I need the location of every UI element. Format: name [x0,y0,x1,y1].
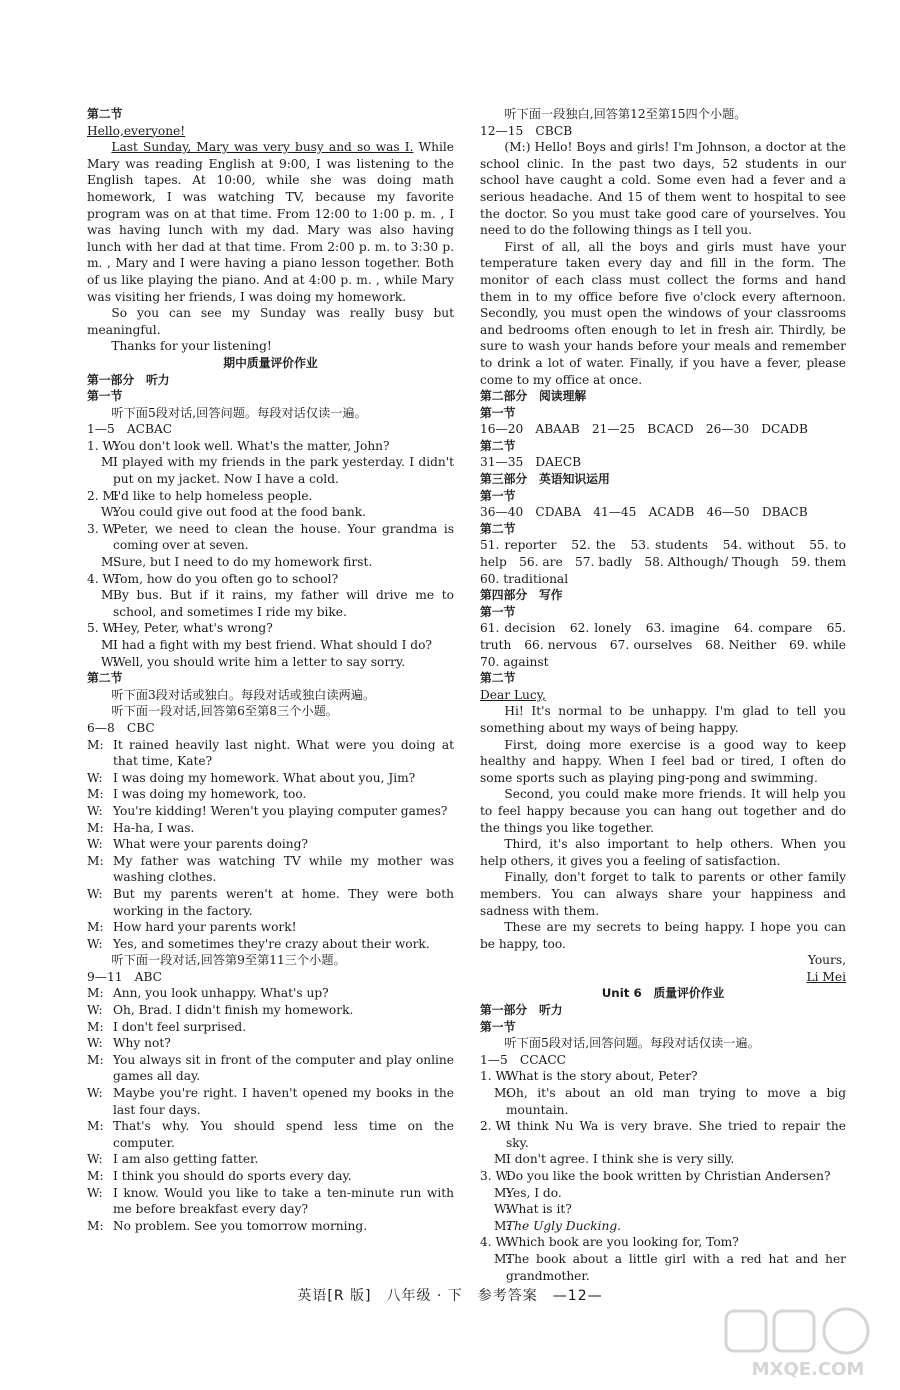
dialogue-line [87,786,454,803]
dialogue-text: Oh, Brad. I didn't finish my homework. [113,1003,354,1018]
section-heading: 第二节 [87,107,123,121]
speaker-label: 5. W: [87,621,119,636]
speaker-label: 2. M: [87,488,120,503]
dialogue-text: Yes, and sometimes they're crazy about their work. [113,936,430,951]
paragraph: Hi! It's normal to be unhappy. I'm glad to tell you something about my ways of being happy. [480,704,846,735]
dialogue-line [87,836,454,853]
dialogue-line [87,1035,454,1052]
dialogue-text: Which book are you looking for, Tom? [506,1235,739,1250]
dialogue-text: What were your parents doing? [113,837,308,852]
dialogue-line [480,1068,846,1085]
dialogue-line [480,1251,846,1284]
salutation-text: Dear Lucy, [480,687,546,702]
paragraph: First, doing more exercise is a good way to keep healthy and happy. When I feel bad or tired, I often do some sports such as playing ping-pong and swimming. [480,737,846,785]
dialogue-text: My father was watching TV while my mother was washing clothes. [113,853,454,885]
section-heading: 第三部分 英语知识运用 [480,472,610,487]
dialogue-text: I'd like to help homeless people. [113,488,313,503]
dialogue-line [87,438,454,455]
svg-text:MXQE.COM: MXQE.COM [751,1359,865,1380]
speaker-label: W: [87,837,103,852]
dialogue-text: No problem. See you tomorrow morning. [113,1218,368,1233]
dialogue-text: I was doing my homework. What about you, Jim? [113,770,416,785]
section-heading: 第二节 [87,671,123,686]
dialogue-text: I think you should do sports every day. [113,1169,352,1183]
paragraph: These are my secrets to being happy. I hope you can be happy, too. [480,920,846,951]
dialogue-text: Ha-ha, I was. [113,820,195,835]
speaker-label: M: [101,588,118,603]
speaker-label: M: [101,638,118,652]
dialogue-line [87,488,454,505]
dialogue-line [480,1151,846,1168]
paragraph-text: While Mary was reading English at 9:00, I was listening to the English tapes. At 10:00, while she was doing math homework, I was watching TV, because my favorite program was on at that time. From 12:00 to 1:00 p. m. , I was having lunch with my dad. Mary was also having lunch with her dad at that time. From 2:00 p. m. to 3:30 p. m. , Mary and I were having a piano lesson together. Both of us like playing the piano. And at 4:00 p. m. , while Mary was visiting her friends, I was doing my homework. [87,140,454,304]
section-heading: 第一部分 听力 [87,372,170,387]
section-heading: 第四部分 写作 [480,588,563,603]
dialogue-line [87,985,454,1002]
speaker-label: W: [87,936,103,951]
paragraph: Thanks for your listening! [111,339,272,354]
dialogue-line [87,1052,454,1085]
speaker-label: M: [87,1218,104,1233]
answer-line: 1—5 ACBAC [87,422,173,437]
dialogue-line [87,571,454,588]
speaker-label: M: [494,1185,511,1200]
dialogue-text: Oh, it's about an old man trying to move a big mountain. [506,1086,846,1117]
paragraph: Second, you could make more friends. It will help you to feel happy because you can hang out together and do the things you like together. [480,787,846,835]
dialogue-line [87,737,454,770]
dialogue-line [480,1234,846,1251]
dialogue-line [87,504,454,521]
salutation [87,123,454,140]
dialogue-text: I was doing my homework, too. [113,787,307,802]
dialogue-text: You always sit in front of the computer and play online games all day. [113,1052,454,1084]
dialogue-line [87,521,454,554]
section-heading: 第二节 [480,438,516,453]
salutation-text: Hello,everyone! [87,123,186,138]
paragraph: 听下面一段对话,回答第6至第8三个小题。 [111,704,338,719]
dialogue-text: Maybe you're right. I haven't opened my books in the last four days. [113,1086,454,1117]
dialogue-line [87,1185,454,1218]
dialogue-text: Why not? [113,1036,171,1051]
answer-line: 31—35 DAECB [480,455,582,470]
dialogue-text: Tom, how do you often go to school? [113,571,339,586]
speaker-label: M: [87,820,104,835]
signature-text: Li Mei [806,969,846,984]
dialogue-line [87,820,454,837]
answer-line: 1—5 CCACC [480,1052,566,1067]
speaker-label: 4. W: [87,571,119,586]
speaker-label: M: [494,1251,511,1266]
dialogue-line [87,1218,454,1235]
section-heading: 第一部分 听力 [480,1003,563,1018]
section-heading: 第一节 [87,389,123,404]
dialogue-text: Well, you should write him a letter to say sorry. [113,654,406,669]
dialogue-line [87,886,454,919]
part-title: 期中质量评价作业 [223,355,318,370]
dialogue-line [87,1085,454,1118]
dialogue-text: Ann, you look unhappy. What's up? [113,986,329,1001]
section-heading: 第一节 [480,1019,516,1034]
speaker-label: 1. W: [480,1069,512,1084]
dialogue-text: What is the story about, Peter? [506,1069,698,1084]
right-column [480,106,859,1284]
dialogue-text: That's why. You should spend less time on the computer. [113,1119,454,1150]
page-footer: 英语[R 版] 八年级 · 下 参考答案 —12— [297,1288,603,1304]
answer-line: 12—15 CBCB [480,123,573,138]
underlined-sentence: Last Sunday, Mary was very busy and so was I. [111,140,414,155]
speaker-label: M: [87,1169,104,1183]
speaker-label: W: [87,886,103,901]
closing: Yours, [807,953,846,968]
dialogue-line [87,654,454,671]
dialogue-text: It rained heavily last night. What were you doing at that time, Kate? [113,737,454,769]
left-column [87,106,454,1234]
dialogue-text: I am also getting fatter. [113,1152,259,1167]
speaker-label: W: [87,1152,103,1167]
dialogue-line [87,637,454,654]
dialogue-text: I played with my friends in the park yesterday. I didn't put on my jacket. Now I have a cold. [113,455,454,487]
section-heading: 第二节 [480,671,516,686]
signature [480,969,846,986]
dialogue-text: Peter, we need to clean the house. Your grandma is coming over at seven. [113,521,454,553]
paragraph: 听下面一段独白,回答第12至第15四个小题。 [504,107,747,121]
paragraph: 听下面3段对话或独白。每段对话或独白读两遍。 [111,687,376,702]
dialogue-line [87,1002,454,1019]
section-heading: 第一节 [480,488,516,503]
dialogue-line [480,1218,846,1235]
speaker-label: M: [494,1218,511,1233]
speaker-label: M: [87,853,104,868]
speaker-label: M: [494,1152,511,1167]
dialogue-text: I don't feel surprised. [113,1019,247,1034]
dialogue-line [87,620,454,637]
answer-line: 9—11 ABC [87,969,162,984]
paragraph: First of all, all the boys and girls must have your temperature taken every day and fill in the form. The monitor of each class must collect the forms and hand them in to my office before five o'clock every afternoon. Secondly, you must open the windows of your classrooms and bedrooms often enough to let in fresh air. Thirdly, be sure to wash your hands before your meals and remember to drink a lot of water. Finally, if you have a fever, please come to my office at once. [480,239,846,387]
speaker-label: W: [101,505,117,520]
speaker-label: 1. W: [87,438,119,453]
speaker-label: W: [87,1036,103,1051]
dialogue-text: Yes, I do. [506,1185,562,1200]
speaker-label: W: [87,770,103,785]
paragraph: 听下面5段对话,回答问题。每段对话仅读一遍。 [111,405,367,420]
section-heading: 第二部分 阅读理解 [480,389,587,404]
speaker-label: W: [101,654,117,669]
dialogue-text: Sure, but I need to do my homework first. [113,555,373,570]
dialogue-line [87,1151,454,1168]
dialogue-text: I don't agree. I think she is very silly. [506,1152,735,1167]
speaker-label: M: [87,1019,104,1034]
dialogue-line [87,853,454,886]
speaker-label: M: [87,737,104,752]
salutation [480,687,846,704]
dialogue-line [87,919,454,936]
dialogue-line [87,936,454,953]
speaker-label: M: [87,920,104,935]
dialogue-text: You don't look well. What's the matter, John? [113,438,390,453]
dialogue-line [480,1168,846,1185]
speaker-label: 3. W: [480,1169,512,1183]
dialogue-line [87,1118,454,1151]
speaker-label: M: [87,787,104,802]
paragraph: 听下面5段对话,回答问题。每段对话仅读一遍。 [504,1036,760,1051]
speaker-label: M: [101,455,118,470]
dialogue-line [87,454,454,487]
paragraph: 听下面一段对话,回答第9至第11三个小题。 [111,953,346,968]
paragraph: Third, it's also important to help others. When you help others, it gives you a feeling of satisfaction. [480,837,846,868]
dialogue-line [87,554,454,571]
dialogue-text: But my parents weren't at home. They were both working in the factory. [113,886,454,918]
dialogue-text: You're kidding! Weren't you playing computer games? [113,803,448,818]
section-heading: 第二节 [480,521,516,536]
dialogue-text: You could give out food at the food bank. [113,505,367,520]
dialogue-text: I think Nu Wa is very brave. She tried to repair the sky. [506,1119,846,1150]
dialogue-text: What is it? [506,1202,572,1217]
speaker-label: M: [101,555,118,570]
dialogue-line [87,803,454,820]
speaker-label: M: [87,1119,104,1134]
speaker-label: W: [87,1185,103,1200]
speaker-label: W: [87,1086,103,1101]
section-heading: 第一节 [480,405,516,420]
dialogue-line [480,1185,846,1202]
dialogue-line [87,770,454,787]
speaker-label: M: [87,1052,104,1067]
dialogue-text: I had a fight with my best friend. What should I do? [113,638,432,652]
answer-line: 61. decision 62. lonely 63. imagine 64. compare 65. truth 66. nervous 67. ourselves 68. Neither 69. while 70. against [480,621,859,669]
dialogue-text: Hey, Peter, what's wrong? [113,621,273,636]
dialogue-text: I know. Would you like to take a ten-minute run with me before breakfast every day? [113,1185,454,1217]
speaker-label: 4. W: [480,1235,512,1250]
dialogue-text: Do you like the book written by Christian Andersen? [506,1169,831,1183]
dialogue-text: How hard your parents work! [113,920,297,935]
paragraph [87,139,454,305]
speaker-label: W: [87,803,103,818]
watermark-logo [722,1305,894,1383]
speaker-label: 3. W: [87,521,119,536]
answer-line: 51. reporter 52. the 53. students 54. without 55. to help 56. are 57. badly 58. Although/ Though 59. them 60. traditional [480,538,859,586]
dialogue-line [480,1118,846,1151]
speaker-label: M: [87,986,104,1001]
dialogue-line [87,1168,454,1185]
paragraph: So you can see my Sunday was really busy but meaningful. [87,306,454,337]
paragraph: Finally, don't forget to talk to parents or other family members. You can always share your happiness and sadness with them. [480,870,846,918]
dialogue-text: By bus. But if it rains, my father will drive me to school, and sometimes I ride my bike. [113,588,454,619]
dialogue-line [87,1019,454,1036]
dialogue-text: The Ugly Ducking. [506,1218,622,1233]
section-heading: 第一节 [480,604,516,619]
part-title: Unit 6 质量评价作业 [601,986,725,1001]
dialogue-line [87,587,454,620]
answer-line: 36—40 CDABA 41—45 ACADB 46—50 DBACB [480,505,808,520]
speaker-label: 2. W: [480,1119,512,1134]
answer-line: 6—8 CBC [87,720,155,735]
dialogue-line [480,1201,846,1218]
dialogue-text: The book about a little girl with a red hat and her grandmother. [506,1251,846,1283]
paragraph: (M:) Hello! Boys and girls! I'm Johnson, a doctor at the school clinic. In the past two days, 52 students in our school have caught a cold. Some even had a fever and a serious headache. And 15 of them went to hospital to see the doctor. So you must take good care of yourselves. You need to do the following things as I tell you. [480,140,846,238]
dialogue-line [480,1085,846,1118]
speaker-label: W: [87,1003,103,1018]
speaker-label: W: [494,1202,510,1217]
answer-line: 16—20 ABAAB 21—25 BCACD 26—30 DCADB [480,422,808,437]
speaker-label: M: [494,1086,511,1101]
